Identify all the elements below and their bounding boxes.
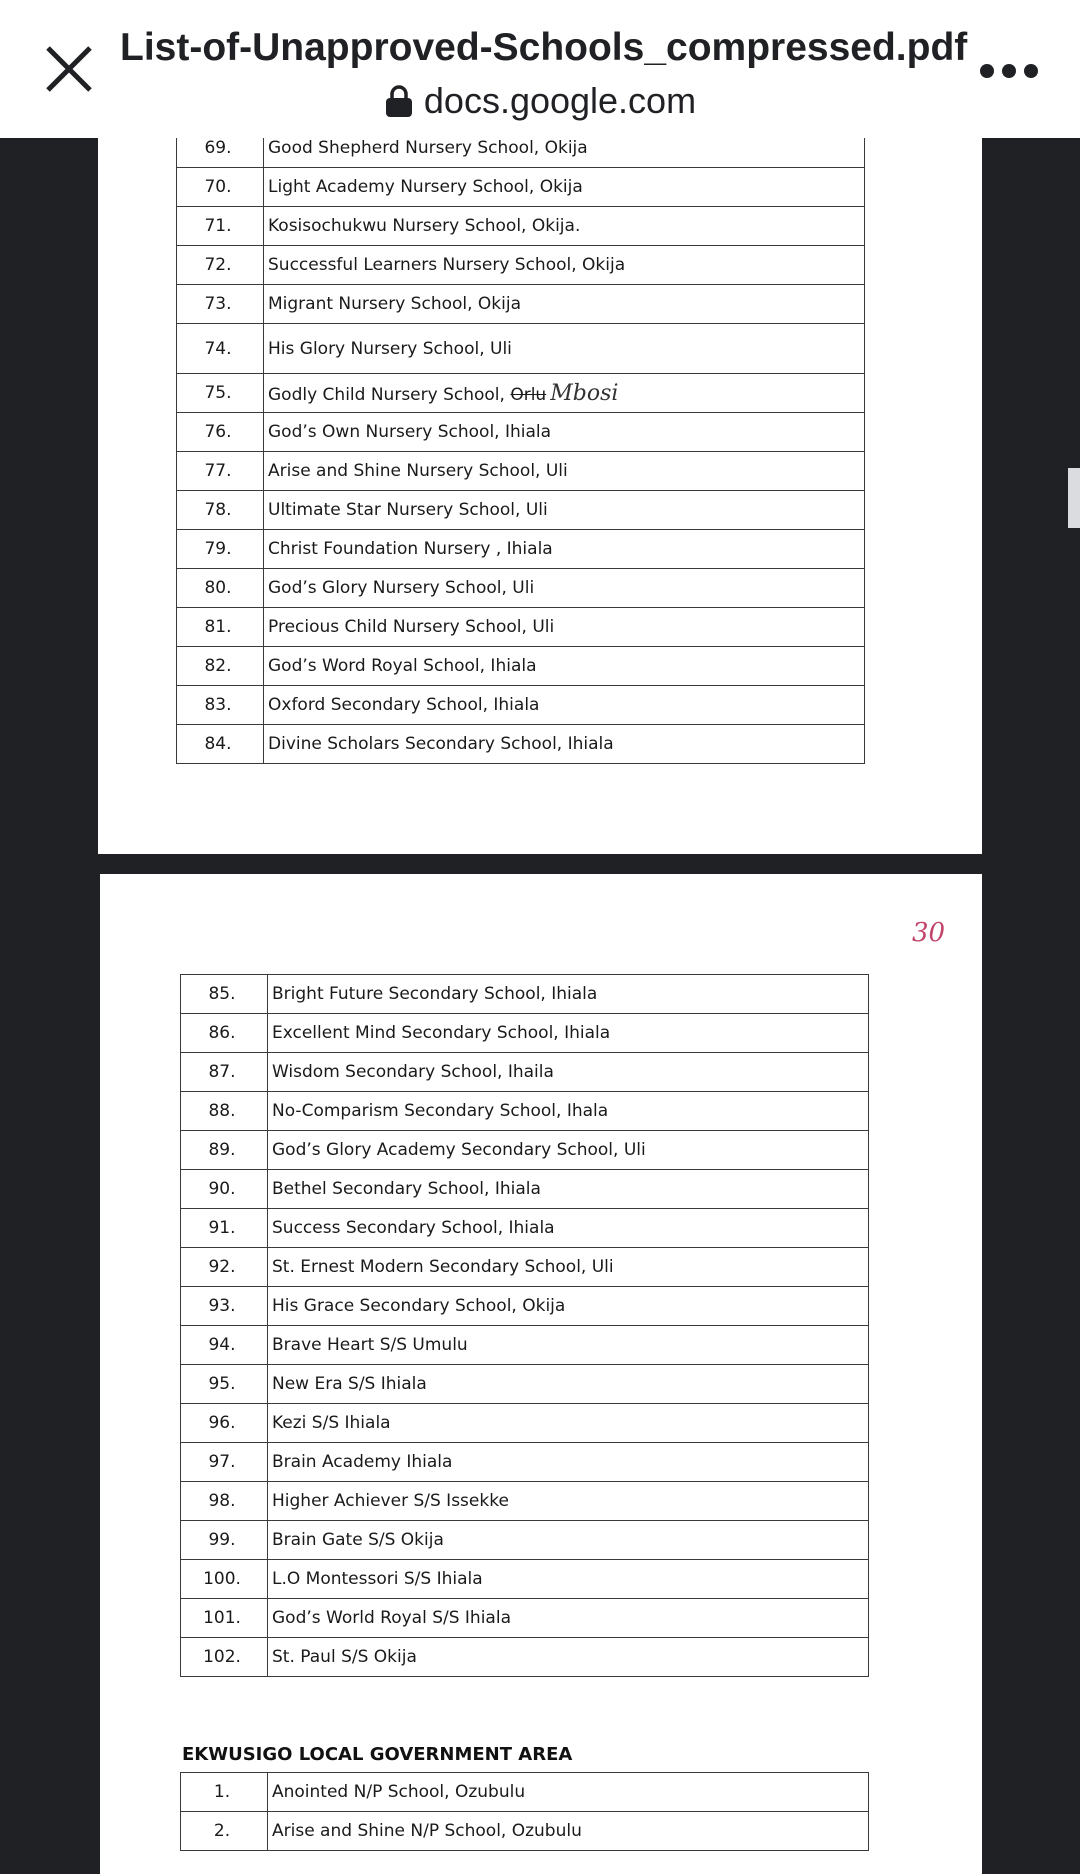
school-name <box>268 1404 869 1443</box>
table-row <box>177 285 865 324</box>
row-number: 74. <box>177 324 264 374</box>
table-row <box>181 1053 869 1092</box>
table-row <box>181 975 869 1014</box>
school-name <box>264 530 865 569</box>
row-number: 87. <box>181 1053 268 1092</box>
school-name <box>264 207 865 246</box>
school-name <box>268 1014 869 1053</box>
school-name-text: Divine Scholars Secondary School, Ihiala <box>268 734 614 754</box>
school-name-text: Good Shepherd Nursery School, Okija <box>268 138 588 158</box>
table-row <box>181 1092 869 1131</box>
row-number: 96. <box>181 1404 268 1443</box>
school-name <box>268 1248 869 1287</box>
table-row <box>181 1209 869 1248</box>
table-row <box>177 246 865 285</box>
school-name-text: Arise and Shine N/P School, Ozubulu <box>272 1821 582 1841</box>
table-row <box>181 1365 869 1404</box>
table-row <box>177 608 865 647</box>
row-number: 97. <box>181 1443 268 1482</box>
row-number: 81. <box>177 608 264 647</box>
school-name-text: New Era S/S Ihiala <box>272 1374 427 1394</box>
table-row <box>181 1404 869 1443</box>
table-row <box>177 207 865 246</box>
row-number: 93. <box>181 1287 268 1326</box>
school-name <box>264 452 865 491</box>
school-name-text: Arise and Shine Nursery School, Uli <box>268 461 568 481</box>
school-name-text: Bright Future Secondary School, Ihiala <box>272 984 598 1004</box>
school-name-text: Excellent Mind Secondary School, Ihiala <box>272 1023 611 1043</box>
document-domain: docs.google.com <box>423 80 697 121</box>
section-heading: EKWUSIGO LOCAL GOVERNMENT AREA <box>182 1744 573 1765</box>
school-name <box>268 1812 869 1851</box>
pdf-page <box>100 874 982 1874</box>
more-options-button[interactable] <box>980 56 1050 86</box>
document-title: List-of-Unapproved-Schools_compressed.pdf <box>120 26 968 69</box>
school-name <box>268 1560 869 1599</box>
school-name <box>264 569 865 608</box>
row-number: 77. <box>177 452 264 491</box>
school-name <box>268 1365 869 1404</box>
row-number: 76. <box>177 413 264 452</box>
school-name <box>264 168 865 207</box>
school-name-text: Christ Foundation Nursery , Ihiala <box>268 539 553 559</box>
school-name-text: Wisdom Secondary School, Ihaila <box>272 1062 554 1082</box>
row-number: 70. <box>177 168 264 207</box>
row-number: 86. <box>181 1014 268 1053</box>
school-name-text: His Glory Nursery School, Uli <box>268 338 512 359</box>
row-number: 88. <box>181 1092 268 1131</box>
row-number: 75. <box>177 374 264 413</box>
table-row <box>181 1482 869 1521</box>
school-name-text: Light Academy Nursery School, Okija <box>268 177 583 197</box>
close-icon <box>38 38 100 100</box>
row-number: 73. <box>177 285 264 324</box>
school-name <box>268 1773 869 1812</box>
table-row <box>181 1287 869 1326</box>
row-number: 2. <box>181 1812 268 1851</box>
table-row <box>177 686 865 725</box>
school-name <box>264 608 865 647</box>
table-row <box>177 725 865 764</box>
table-row <box>181 1131 869 1170</box>
struck-out-text: Orlu <box>510 384 547 405</box>
school-name-text: Successful Learners Nursery School, Okija <box>268 255 626 275</box>
school-name-text: Brain Gate S/S Okija <box>272 1530 444 1550</box>
school-name-text: Migrant Nursery School, Okija <box>268 294 522 314</box>
school-name <box>268 1170 869 1209</box>
table-row <box>181 1170 869 1209</box>
school-name-text: No-Comparism Secondary School, Ihala <box>272 1101 609 1121</box>
school-name <box>264 324 865 374</box>
school-name-text: His Grace Secondary School, Okija <box>272 1296 566 1316</box>
table-row <box>181 1560 869 1599</box>
row-number: 71. <box>177 207 264 246</box>
row-number: 101. <box>181 1599 268 1638</box>
school-name-text: Brave Heart S/S Umulu <box>272 1335 468 1355</box>
row-number: 69. <box>177 129 264 168</box>
schools-table <box>176 128 865 764</box>
school-name-text: Oxford Secondary School, Ihiala <box>268 695 540 715</box>
row-number: 72. <box>177 246 264 285</box>
school-name-text: God’s Own Nursery School, Ihiala <box>268 422 552 442</box>
row-number: 92. <box>181 1248 268 1287</box>
school-name <box>268 1443 869 1482</box>
row-number: 102. <box>181 1638 268 1677</box>
school-name <box>268 1521 869 1560</box>
school-name <box>268 1482 869 1521</box>
school-name-text: Bethel Secondary School, Ihiala <box>272 1179 541 1199</box>
school-name-text: St. Ernest Modern Secondary School, Uli <box>272 1257 614 1277</box>
school-name <box>268 1326 869 1365</box>
school-name-text: Ultimate Star Nursery School, Uli <box>268 500 548 520</box>
row-number: 98. <box>181 1482 268 1521</box>
table-row <box>177 413 865 452</box>
row-number: 94. <box>181 1326 268 1365</box>
school-name <box>264 491 865 530</box>
row-number: 78. <box>177 491 264 530</box>
school-name-text: Success Secondary School, Ihiala <box>272 1218 555 1238</box>
school-name <box>264 285 865 324</box>
schools-table <box>180 974 869 1677</box>
table-row <box>181 1812 869 1851</box>
table-row <box>177 452 865 491</box>
row-number: 1. <box>181 1773 268 1812</box>
school-name <box>264 647 865 686</box>
row-number: 100. <box>181 1560 268 1599</box>
table-row <box>177 324 865 374</box>
table-row <box>181 1521 869 1560</box>
row-number: 84. <box>177 725 264 764</box>
table-row <box>177 569 865 608</box>
table-row <box>181 1248 869 1287</box>
school-name-text: St. Paul S/S Okija <box>272 1647 417 1667</box>
school-name <box>268 1209 869 1248</box>
row-number: 90. <box>181 1170 268 1209</box>
school-name-text: God’s World Royal S/S Ihiala <box>272 1608 511 1628</box>
handwritten-correction: Mbosi <box>550 380 619 406</box>
school-name <box>268 1053 869 1092</box>
school-name <box>268 1131 869 1170</box>
school-name <box>264 374 865 413</box>
school-name-text: Anointed N/P School, Ozubulu <box>272 1782 526 1802</box>
handwritten-page-number: 30 <box>912 918 946 948</box>
table-row <box>181 1773 869 1812</box>
table-row <box>181 1326 869 1365</box>
table-row <box>177 491 865 530</box>
school-name <box>264 686 865 725</box>
table-row <box>181 1014 869 1053</box>
school-name-text: L.O Montessori S/S Ihiala <box>272 1569 483 1589</box>
school-name-text: Brain Academy Ihiala <box>272 1452 453 1472</box>
row-number: 85. <box>181 975 268 1014</box>
table-row <box>177 374 865 413</box>
school-name-text: God’s Word Royal School, Ihiala <box>268 656 537 676</box>
row-number: 95. <box>181 1365 268 1404</box>
row-number: 99. <box>181 1521 268 1560</box>
school-name-text: Precious Child Nursery School, Uli <box>268 617 555 637</box>
row-number: 89. <box>181 1131 268 1170</box>
pdf-page <box>98 108 982 854</box>
school-name <box>268 1092 869 1131</box>
pdf-viewer-header <box>0 0 1080 138</box>
row-number: 91. <box>181 1209 268 1248</box>
table-row <box>181 1443 869 1482</box>
school-name-text: Godly Child Nursery School, <box>268 384 505 405</box>
school-name <box>264 725 865 764</box>
table-row <box>177 168 865 207</box>
more-options-icon <box>980 64 994 78</box>
school-name <box>268 1287 869 1326</box>
school-name <box>268 1638 869 1677</box>
row-number: 83. <box>177 686 264 725</box>
table-row <box>181 1638 869 1677</box>
row-number: 80. <box>177 569 264 608</box>
scrollbar-thumb[interactable] <box>1068 468 1080 528</box>
table-row <box>177 647 865 686</box>
table-row <box>181 1599 869 1638</box>
school-name <box>264 413 865 452</box>
row-number: 82. <box>177 647 264 686</box>
school-name-text: God’s Glory Nursery School, Uli <box>268 578 535 598</box>
row-number: 79. <box>177 530 264 569</box>
school-name <box>268 975 869 1014</box>
school-name-text: God’s Glory Academy Secondary School, Uli <box>272 1140 646 1160</box>
document-source <box>120 78 960 124</box>
school-name <box>268 1599 869 1638</box>
school-name-text: Higher Achiever S/S Issekke <box>272 1491 509 1511</box>
school-name-text: Kosisochukwu Nursery School, Okija. <box>268 216 581 236</box>
close-button[interactable] <box>38 38 100 100</box>
school-name <box>264 246 865 285</box>
school-name-text: Kezi S/S Ihiala <box>272 1413 391 1433</box>
lock-icon <box>384 84 414 118</box>
schools-table <box>180 1772 869 1851</box>
title-block <box>120 22 968 124</box>
table-row <box>177 530 865 569</box>
